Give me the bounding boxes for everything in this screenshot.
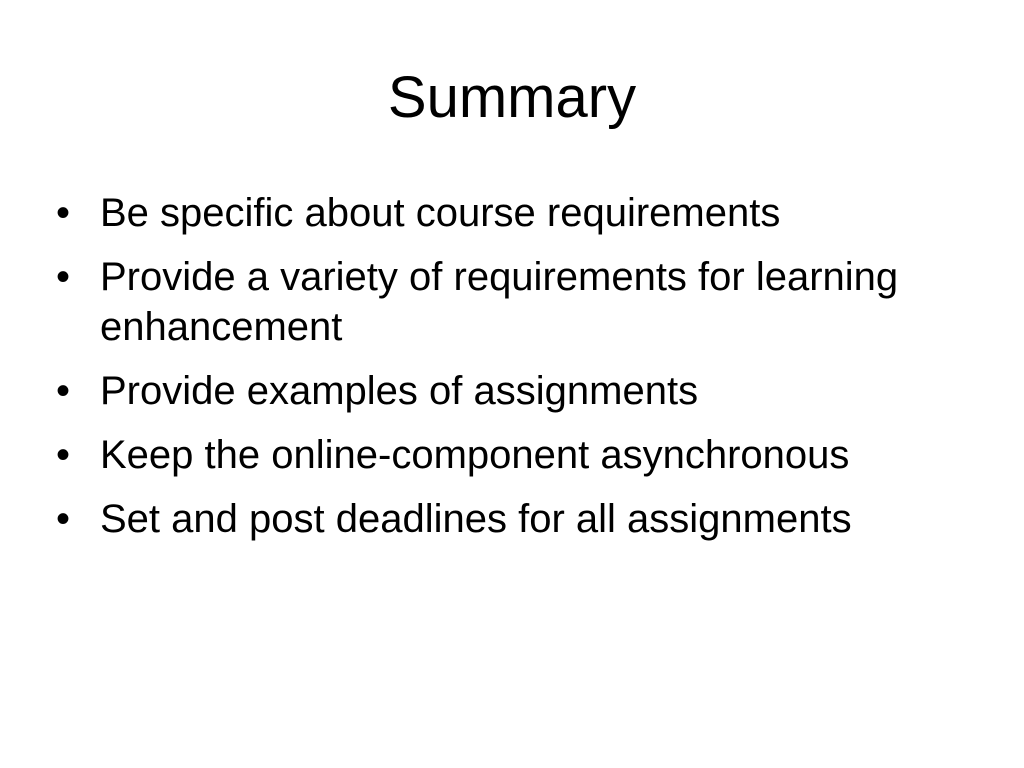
bullet-text: Be specific about course requirements xyxy=(100,191,781,235)
bullet-icon: • xyxy=(56,191,71,235)
bullet-item xyxy=(56,494,986,544)
bullet-text: Provide a variety of requirements for learning enhancement xyxy=(100,255,899,349)
bullet-icon: • xyxy=(56,433,71,477)
bullet-item xyxy=(56,366,986,416)
bullet-list xyxy=(56,188,986,558)
bullet-icon: • xyxy=(56,255,71,299)
bullet-item xyxy=(56,252,986,352)
bullet-item xyxy=(56,188,986,238)
bullet-text: Keep the online-component asynchronous xyxy=(100,433,850,477)
bullet-item xyxy=(56,430,986,480)
slide-title: Summary xyxy=(387,65,637,130)
bullet-text: Set and post deadlines for all assignments xyxy=(100,497,852,541)
bullet-icon: • xyxy=(56,369,71,413)
bullet-text: Provide examples of assignments xyxy=(100,369,699,413)
bullet-icon: • xyxy=(56,497,71,541)
